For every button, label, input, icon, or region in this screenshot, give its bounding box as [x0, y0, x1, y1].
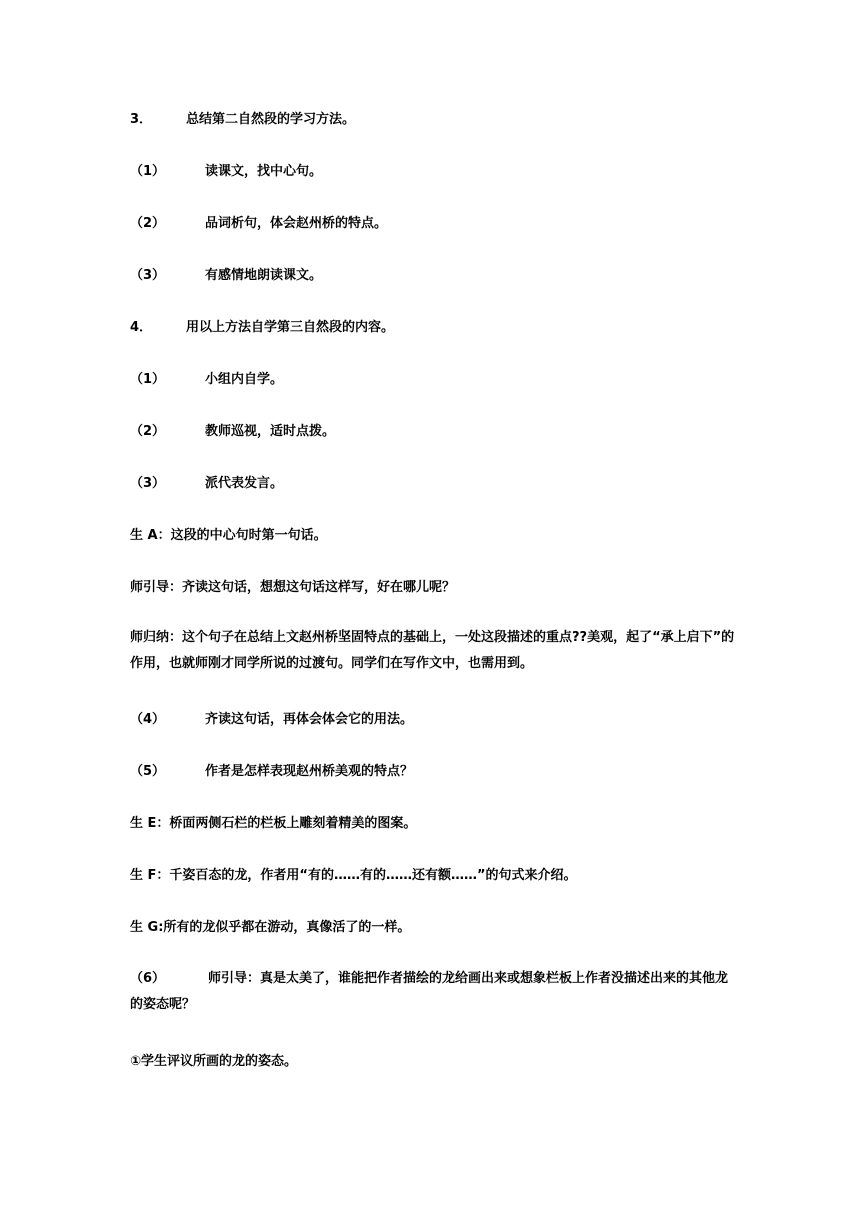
paragraph-text: 生 A：这段的中心句时第一句话。: [130, 528, 327, 543]
item-text: 齐读这句话，再体会体会它的用法。: [205, 712, 414, 727]
paragraph-text: 生 E：桥面两侧石栏的栏板上雕刻着精美的图案。: [130, 816, 417, 831]
item-text: 用以上方法自学第三自然段的内容。: [186, 320, 395, 335]
paragraph: [130, 866, 577, 886]
item-text: 派代表发言。: [205, 476, 284, 491]
paragraph: [130, 578, 455, 598]
item-number: 3．: [130, 112, 153, 127]
item-number: （4）: [130, 712, 166, 727]
item-number: （2）: [130, 216, 166, 231]
paragraph: [130, 1052, 297, 1072]
paragraph: [130, 918, 410, 938]
item-text: 品词析句，体会赵州桥的特点。: [205, 216, 388, 231]
item-text: 教师巡视，适时点拨。: [205, 424, 336, 439]
paragraph: [130, 526, 327, 546]
item-number: （3）: [130, 476, 166, 491]
item-number: （6）: [130, 971, 166, 986]
item-number: （1）: [130, 372, 166, 387]
item-number: （3）: [130, 268, 166, 283]
list-item: [130, 966, 735, 1018]
paragraph-text: 生 G:所有的龙似乎都在游动，真像活了的一样。: [130, 920, 411, 935]
paragraph: [130, 814, 416, 834]
item-text: 有感情地朗读课文。: [205, 268, 323, 283]
item-number: （1）: [130, 164, 166, 179]
paragraph-text: 师引导：齐读这句话，想想这句话这样写，好在哪儿呢？: [130, 580, 456, 595]
paragraph-text: 生 F：千姿百态的龙，作者用“有的……有的……还有额……”的句式来介绍。: [130, 868, 577, 883]
paragraph: [130, 625, 735, 677]
item-text: 读课文，找中心句。: [205, 164, 323, 179]
item-text: 师引导：真是太美了，谁能把作者描绘的龙给画出来或想象栏板上作者没描述出来的其他龙的姿态呢？: [130, 971, 729, 1012]
item-number: （2）: [130, 424, 166, 439]
item-text: 小组内自学。: [205, 372, 284, 387]
item-text: 总结第二自然段的学习方法。: [186, 112, 356, 127]
item-text: 作者是怎样表现赵州桥美观的特点？: [205, 764, 414, 779]
item-number: （5）: [130, 764, 166, 779]
item-number: 4．: [130, 320, 153, 335]
paragraph-text: ①学生评议所画的龙的姿态。: [130, 1054, 298, 1069]
paragraph-text: 师归纳：这个句子在总结上文赵州桥坚固特点的基础上，一处这段描述的重点??美观，起了“承上启下”的作用，也就师刚才同学所说的过渡句。同学们在写作文中，也需用到。: [130, 630, 735, 671]
